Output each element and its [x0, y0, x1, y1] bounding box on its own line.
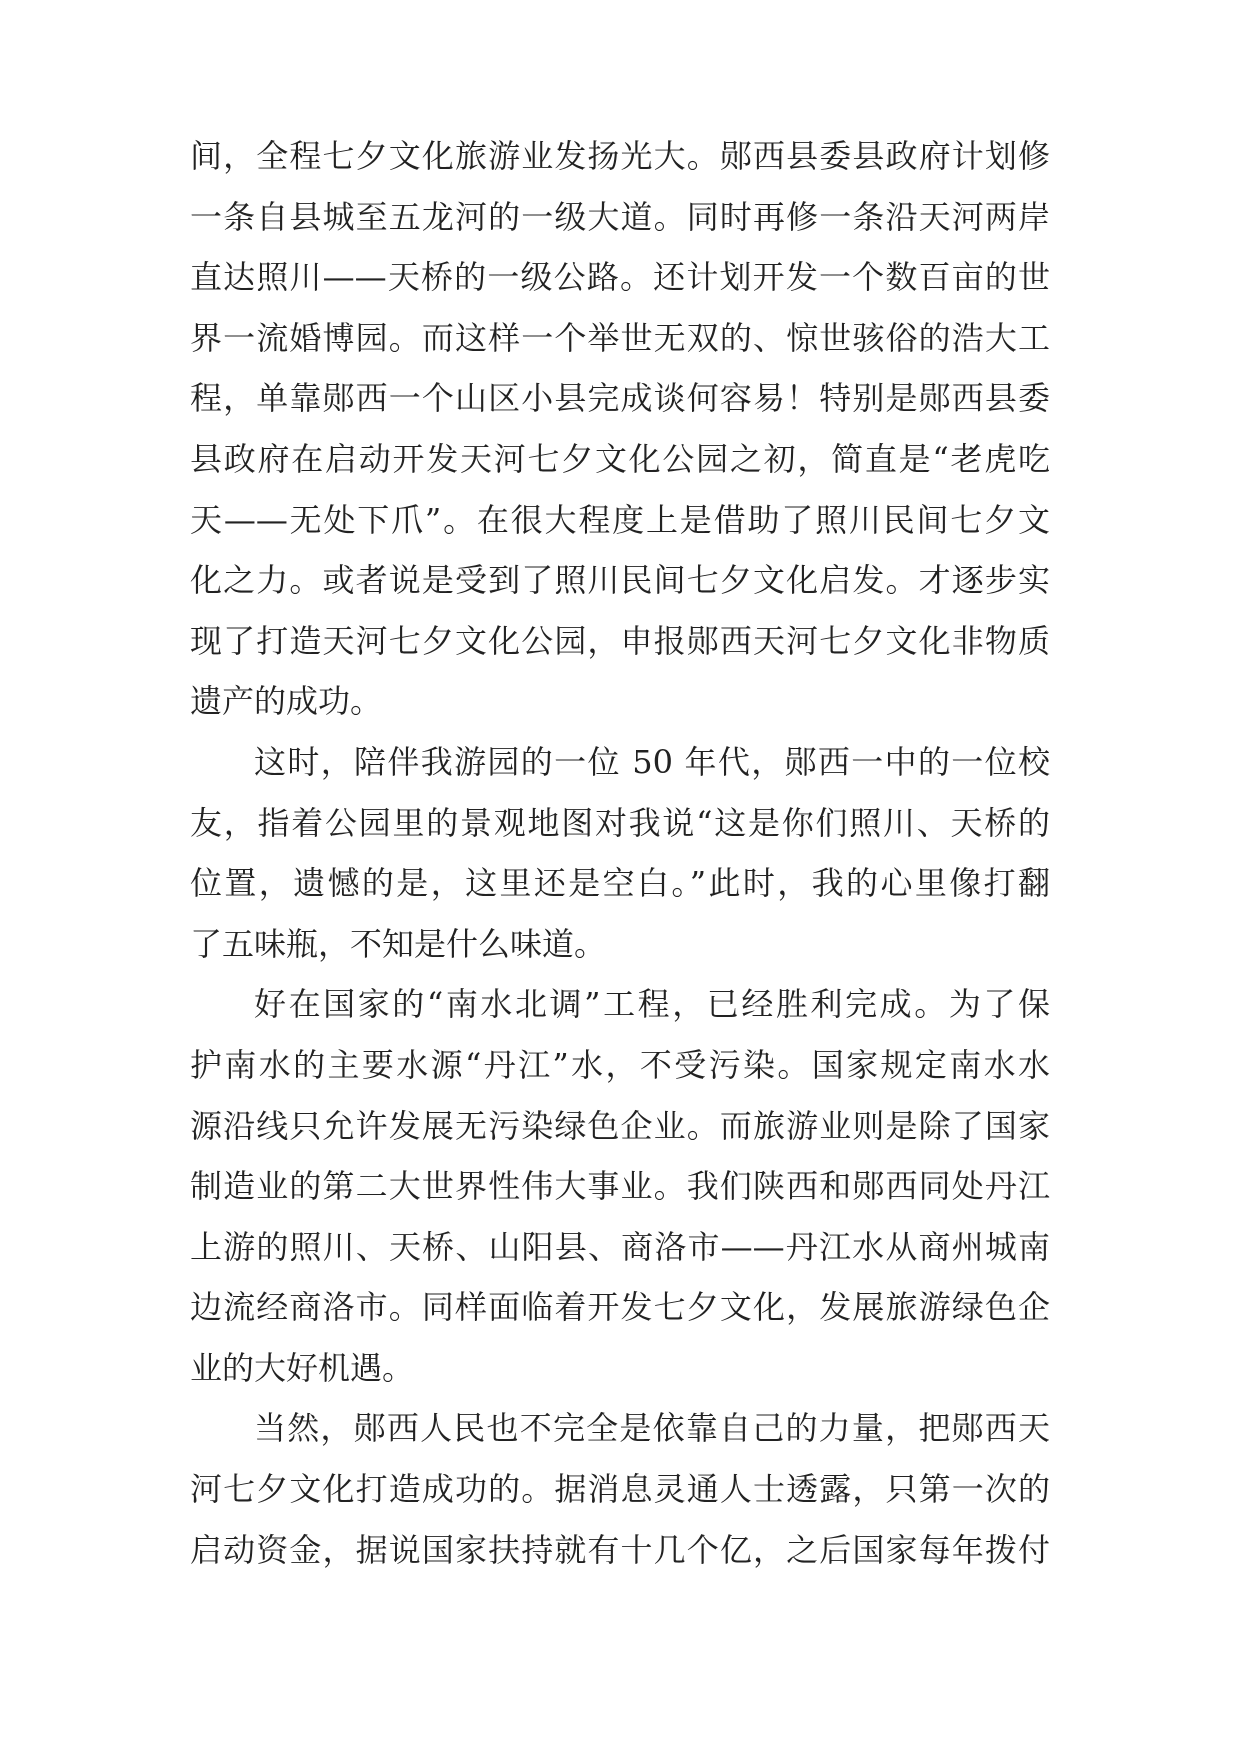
text-line: 这时，陪伴我游园的一位 50 年代，郧西一中的一位校 — [254, 742, 1050, 781]
text-line: 护南水的主要水源“丹江”水，不受污染。国家规定南水水 — [190, 1045, 1050, 1084]
text-line: 边流经商洛市。同样面临着开发七夕文化，发展旅游绿色企 — [190, 1288, 1050, 1327]
body-text — [190, 126, 1050, 1580]
text-line: 遗产的成功。 — [190, 682, 383, 721]
text-line: 了五味瓶，不知是什么味道。 — [190, 924, 607, 963]
text-line: 当然，郧西人民也不完全是依靠自己的力量，把郧西天 — [254, 1409, 1050, 1448]
text-line: 启动资金，据说国家扶持就有十几个亿，之后国家每年拨付 — [190, 1530, 1050, 1569]
text-line: 位置，遗憾的是，这里还是空白。”此时，我的心里像打翻 — [190, 864, 1050, 903]
text-line: 直达照川——天桥的一级公路。还计划开发一个数百亩的世 — [190, 258, 1050, 297]
text-line: 友，指着公园里的景观地图对我说“这是你们照川、天桥的 — [190, 803, 1050, 842]
text-line: 业的大好机遇。 — [190, 1348, 415, 1387]
text-line: 现了打造天河七夕文化公园，申报郧西天河七夕文化非物质 — [190, 621, 1050, 660]
text-line: 化之力。或者说是受到了照川民间七夕文化启发。才逐步实 — [190, 561, 1050, 600]
text-line: 界一流婚博园。而这样一个举世无双的、惊世骇俗的浩大工 — [190, 318, 1050, 357]
text-line: 程，单靠郧西一个山区小县完成谈何容易！特别是郧西县委 — [190, 379, 1050, 418]
text-line: 天——无处下爪”。在很大程度上是借助了照川民间七夕文 — [190, 500, 1050, 539]
text-line: 源沿线只允许发展无污染绿色企业。而旅游业则是除了国家 — [190, 1106, 1050, 1145]
text-line: 好在国家的“南水北调”工程，已经胜利完成。为了保 — [254, 985, 1050, 1024]
text-line: 一条自县城至五龙河的一级大道。同时再修一条沿天河两岸 — [190, 197, 1050, 236]
text-line: 间，全程七夕文化旅游业发扬光大。郧西县委县政府计划修 — [190, 137, 1050, 175]
text-line: 县政府在启动开发天河七夕文化公园之初，简直是“老虎吃 — [190, 439, 1050, 478]
text-line: 河七夕文化打造成功的。据消息灵通人士透露，只第一次的 — [190, 1470, 1050, 1509]
text-line: 上游的照川、天桥、山阳县、商洛市——丹江水从商州城南 — [190, 1227, 1050, 1266]
text-line: 制造业的第二大世界性伟大事业。我们陕西和郧西同处丹江 — [190, 1167, 1050, 1206]
